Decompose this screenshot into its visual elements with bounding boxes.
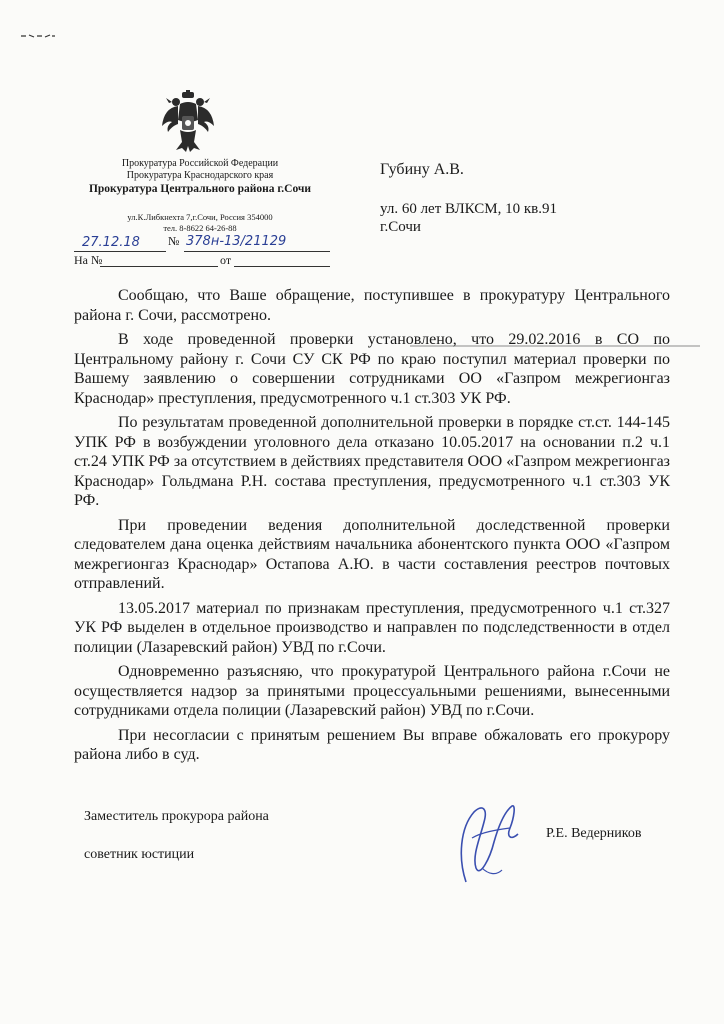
signatory-title bbox=[84, 808, 269, 864]
number-label: № bbox=[168, 234, 180, 248]
recipient-street: ул. 60 лет ВЛКСМ, 10 кв.91 bbox=[380, 201, 557, 217]
recipient-city: г.Сочи bbox=[380, 219, 421, 235]
signatory-title-line-2: советник юстиции bbox=[84, 847, 195, 862]
letterhead-address-block bbox=[70, 212, 330, 234]
handwritten-signature bbox=[452, 798, 532, 890]
registration-line bbox=[74, 233, 330, 253]
number-underline bbox=[184, 251, 330, 252]
letter-body bbox=[74, 286, 670, 770]
recipient-name: Губину А.В. bbox=[380, 161, 464, 178]
letterhead-line-1: Прокуратура Российской Федерации bbox=[121, 158, 279, 169]
body-paragraph-3: По результатам проведенной дополнительной проверки в порядке ст.ст. 144-145 УПК РФ в возбуждении уголовного дела отказано 10.05.2017 на основании п.2 ч.1 ст.24 УПК РФ за отсутствием в действиях представителя ООО «Газпром межрегионгаз Краснодар» Гольдмана Р.Н. состава преступления, предусмотренного ч.1 ст.303 УК РФ. bbox=[74, 414, 670, 509]
recipient-block bbox=[380, 160, 680, 235]
body-paragraph-1: Сообщаю, что Ваше обращение, поступившее в прокуратуру Центрального района г. Сочи, рассмотрено. bbox=[74, 287, 670, 324]
handwritten-number: 378н-13/21129 bbox=[186, 234, 287, 249]
letterhead-address: ул.К.Либкнехта 7,г.Сочи, Россия 354000 bbox=[127, 212, 273, 222]
in-reply-line bbox=[74, 253, 330, 269]
handwritten-date: 27.12.18 bbox=[82, 235, 140, 250]
signatory-name: Р.Е. Ведерников bbox=[546, 826, 642, 841]
body-paragraph-4: При проведении ведения дополнительной доследственной проверки следователем дана оценка действиям начальника абонентского пункта ООО «Газпром межрегионгаз Краснодар» Остапова А.Ю. в части составления реестров почтовых отправлений. bbox=[74, 516, 670, 592]
letterhead-line-3: Прокуратура Центрального района г.Сочи bbox=[88, 183, 312, 195]
letterhead-phone: тел. 8-8622 64-26-88 bbox=[163, 223, 237, 233]
body-paragraph-2: В ходе проведенной проверки установлено, что 29.02.2016 в СО по Центральному району г. Сочи СУ СК РФ по краю поступил материал проверки по Вашему заявлению о совершении сотрудниками ОО «Газпром межрегионгаз Краснодар» преступления, предусмотренного ч.1 ст.303 УК РФ. bbox=[74, 331, 670, 407]
from-underline bbox=[234, 266, 330, 267]
body-paragraph-7: При несогласии с принятым решением Вы вправе обжаловать его прокурору района либо в суд. bbox=[74, 726, 670, 763]
date-underline bbox=[74, 251, 166, 252]
body-paragraph-6: Одновременно разъясняю, что прокуратурой Центрального района г.Сочи не осуществляется надзор за принятыми процессуальными решениями, вынесенными сотрудниками отдела полиции (Лазаревский район) УВД по г.Сочи. bbox=[74, 663, 670, 719]
from-label: от bbox=[220, 253, 232, 267]
letterhead bbox=[70, 158, 330, 197]
body-paragraph-5: 13.05.2017 материал по признакам преступления, предусмотренного ч.1 ст.327 УК РФ выделен в отдельное производство и направлен по подследственности в отдел полиции (Лазаревский район) УВД по г.Сочи. bbox=[74, 599, 670, 656]
double-headed-eagle-emblem-icon bbox=[160, 90, 216, 152]
corner-scan-mark bbox=[20, 32, 56, 40]
letterhead-line-2: Прокуратура Краснодарского края bbox=[126, 170, 274, 181]
in-reply-label: На № bbox=[74, 253, 103, 267]
signatory-title-line-1: Заместитель прокурора района bbox=[84, 809, 269, 824]
in-reply-underline bbox=[100, 266, 218, 267]
